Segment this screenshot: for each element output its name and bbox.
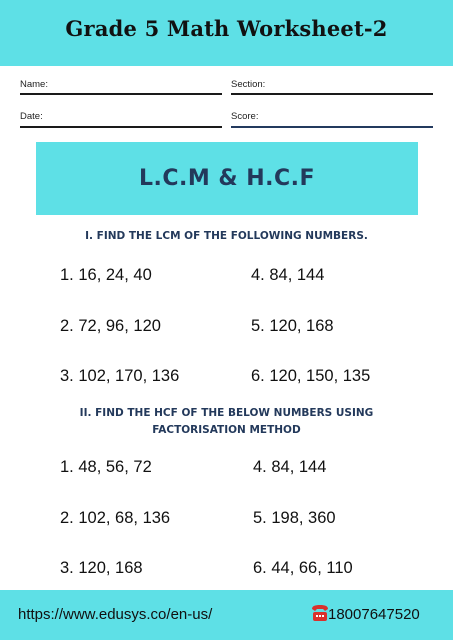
section-field[interactable] (231, 93, 433, 95)
topic-title: L.C.M & H.C.F (138, 166, 316, 191)
phone-icon (310, 604, 330, 622)
hcf-question-1: 1. 48, 56, 72 (60, 458, 152, 476)
section2-heading-line1: II. FIND THE HCF OF THE BELOW NUMBERS USING (79, 407, 374, 419)
lcm-question-4: 4. 84, 144 (251, 266, 325, 284)
topic-banner (36, 142, 418, 215)
hcf-question-5: 5. 198, 360 (253, 509, 336, 527)
phone-number[interactable]: 18007647520 (328, 606, 420, 623)
date-field[interactable] (20, 126, 222, 128)
section1-heading: I. FIND THE LCM OF THE FOLLOWING NUMBERS. (85, 230, 368, 242)
lcm-question-6: 6. 120, 150, 135 (251, 367, 371, 385)
date-label: Date: (20, 111, 43, 122)
lcm-question-5: 5. 120, 168 (251, 317, 334, 335)
name-label: Name: (20, 79, 48, 90)
website-link[interactable]: https://www.edusys.co/en-us/ (18, 606, 213, 623)
lcm-question-2: 2. 72, 96, 120 (60, 317, 161, 335)
lcm-question-1: 1. 16, 24, 40 (60, 266, 152, 284)
lcm-question-3: 3. 102, 170, 136 (60, 367, 180, 385)
score-field[interactable] (231, 126, 433, 128)
name-field[interactable] (20, 93, 222, 95)
hcf-question-3: 3. 120, 168 (60, 559, 143, 577)
score-label: Score: (231, 111, 259, 122)
section2-heading-line2: FACTORISATION METHOD (152, 424, 301, 436)
hcf-question-4: 4. 84, 144 (253, 458, 327, 476)
section-label: Section: (231, 79, 266, 90)
page-title: Grade 5 Math Worksheet-2 (65, 16, 388, 41)
hcf-question-6: 6. 44, 66, 110 (253, 559, 353, 577)
hcf-question-2: 2. 102, 68, 136 (60, 509, 171, 527)
